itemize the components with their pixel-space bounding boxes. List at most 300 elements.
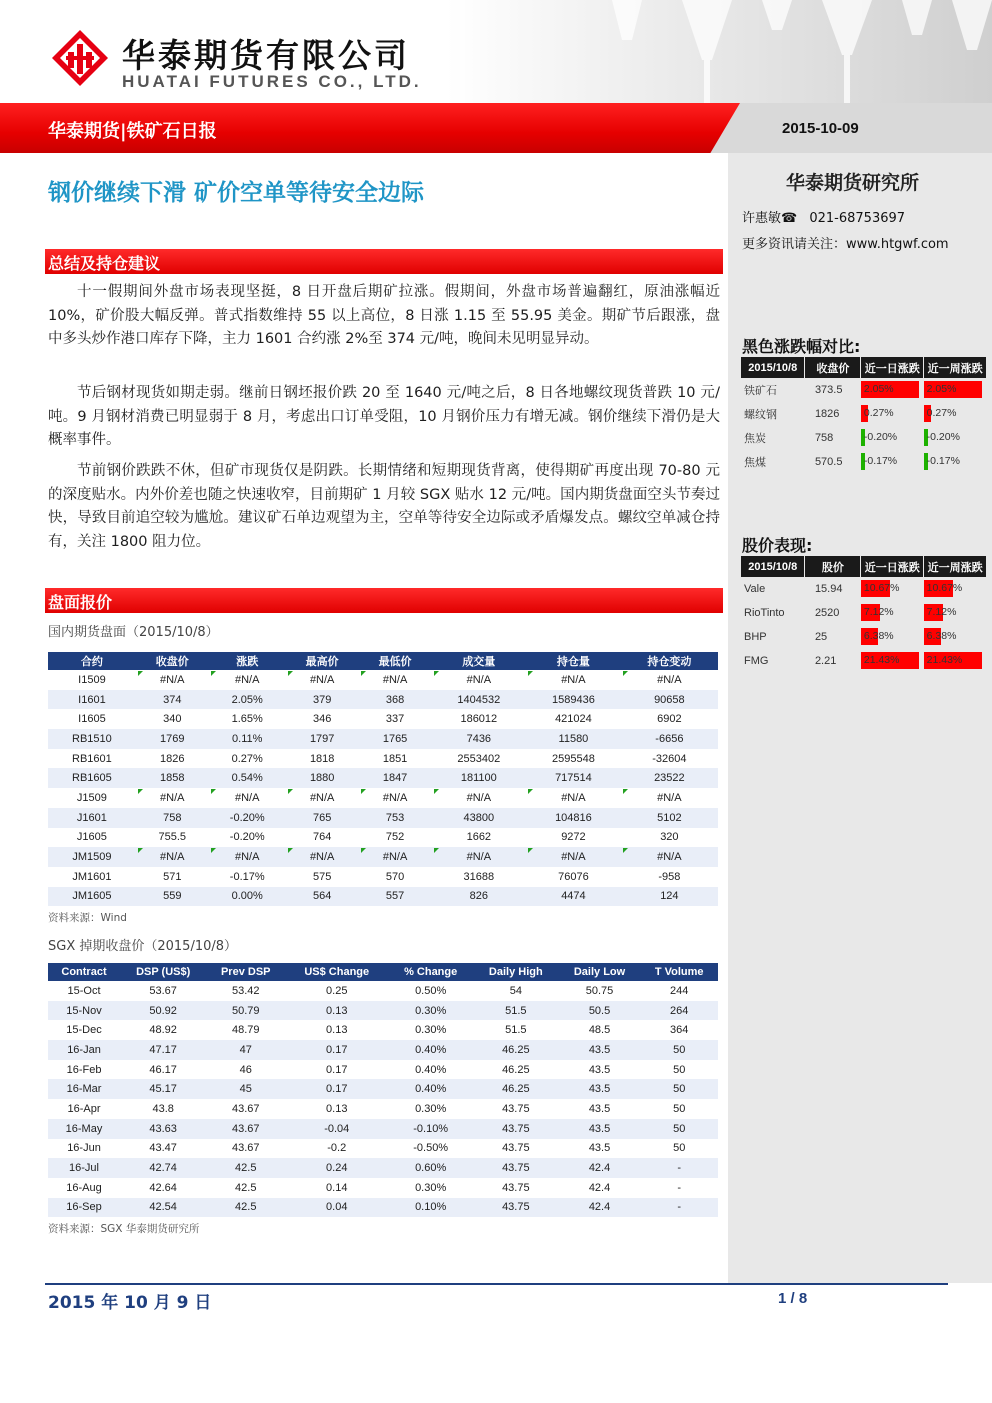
sgx-cell: 53.42 <box>231 984 260 997</box>
error-flag-icon <box>623 671 628 676</box>
error-flag-icon <box>288 789 293 794</box>
section-summary-header <box>45 249 723 274</box>
sgx-cell: 50 <box>673 1063 686 1076</box>
black-sector-col-header: 收盘价 <box>805 357 861 378</box>
domestic-cell: 755.5 <box>158 831 187 844</box>
sgx-cell: 46.25 <box>473 1079 559 1099</box>
sgx-cell: 45.17 <box>120 1079 206 1099</box>
stock-week-change-cell <box>924 625 987 649</box>
domestic-cell: 575 <box>313 870 332 883</box>
stock-day-change-label: 10.67% <box>863 582 900 594</box>
sgx-cell: - <box>640 1158 718 1178</box>
sgx-cell: 50.75 <box>585 984 614 997</box>
sgx-row <box>48 1099 718 1119</box>
stock-value: 2.21 <box>814 655 837 667</box>
sgx-cell: 50 <box>673 1142 686 1155</box>
domestic-cell: J1509 <box>76 791 107 804</box>
domestic-cell: -0.20% <box>229 831 265 844</box>
sgx-cell: 42.5 <box>206 1198 285 1218</box>
domestic-row <box>48 828 718 848</box>
sgx-col-header: Prev DSP <box>206 963 285 981</box>
domestic-row <box>48 670 718 690</box>
sgx-row <box>48 1198 718 1218</box>
sgx-cell: 16-May <box>48 1119 120 1139</box>
domestic-cell: 559 <box>136 887 209 907</box>
stock-week-change-cell <box>924 601 987 625</box>
domestic-cell: #N/A <box>136 670 209 690</box>
black-sector-name: 螺纹钢 <box>744 409 777 421</box>
domestic-cell: 570 <box>385 870 405 883</box>
domestic-cell: -0.20% <box>209 808 286 828</box>
domestic-cell: J1605 <box>76 831 107 844</box>
domestic-cell: 1880 <box>286 768 359 788</box>
domestic-cell: #N/A <box>286 847 359 867</box>
black-sector-day-change-label: -0.17% <box>863 455 898 467</box>
domestic-cell: 1818 <box>309 752 335 765</box>
sgx-row <box>48 1040 718 1060</box>
error-flag-icon <box>361 671 366 676</box>
stock-performance-table <box>741 556 987 673</box>
stock-week-change-cell <box>924 577 987 601</box>
sidebar-column <box>728 153 992 1283</box>
domestic-cell: -32604 <box>652 752 687 765</box>
black-sector-day-change-label: 0.27% <box>863 407 894 419</box>
black-sector-name: 铁矿石 <box>744 385 777 397</box>
sgx-row <box>48 1178 718 1198</box>
black-sector-value: 1826 <box>814 408 840 420</box>
sgx-cell: -0.10% <box>388 1119 473 1139</box>
domestic-cell: 1.65% <box>231 713 263 726</box>
black-sector-row <box>741 450 987 474</box>
stock-name: Vale <box>744 583 766 595</box>
domestic-cell: JM1601 <box>72 870 112 883</box>
stock-value: 2520 <box>814 607 840 619</box>
sgx-row <box>48 1139 718 1159</box>
domestic-cell: 320 <box>660 831 679 844</box>
stock-week-change-cell <box>924 649 987 673</box>
domestic-cell: 2595548 <box>552 752 595 765</box>
stock-week-change-label: 7.12% <box>926 606 957 618</box>
sgx-cell: -0.2 <box>327 1142 347 1155</box>
domestic-cell: 717514 <box>526 768 621 788</box>
black-sector-week-change-cell <box>924 426 987 450</box>
domestic-col-header: 最低价 <box>359 652 432 670</box>
sgx-cell: 43.75 <box>473 1198 559 1218</box>
sgx-col-header: DSP (US$) <box>120 963 206 981</box>
domestic-row <box>48 690 718 710</box>
error-flag-icon <box>623 789 628 794</box>
sgx-cell: 43.5 <box>588 1063 611 1076</box>
sgx-cell: 0.17 <box>285 1040 388 1060</box>
sgx-cell: 0.40% <box>388 1079 473 1099</box>
sgx-swap-table <box>48 963 718 1217</box>
domestic-cell: #N/A <box>359 788 432 808</box>
domestic-cell: I1509 <box>78 673 106 686</box>
domestic-cell: 181100 <box>432 768 527 788</box>
sgx-cell: 42.4 <box>559 1198 641 1218</box>
sgx-col-header: Contract <box>48 963 120 981</box>
domestic-cell: #N/A <box>432 670 527 690</box>
domestic-cell: #N/A <box>286 670 359 690</box>
domestic-cell: 31688 <box>463 870 495 883</box>
sgx-cell: 0.17 <box>326 1063 348 1076</box>
domestic-row <box>48 788 718 808</box>
domestic-cell: #N/A <box>359 847 432 867</box>
domestic-col-header: 持仓变动 <box>621 652 718 670</box>
sgx-cell: - <box>677 1181 682 1194</box>
sgx-cell: 51.5 <box>505 1024 527 1037</box>
sgx-cell: 50.5 <box>559 1001 641 1021</box>
section-summary-title: 总结及持仓建议 <box>48 254 161 273</box>
domestic-cell: 1826 <box>160 752 185 765</box>
brand-name-cn: 华泰期货有限公司 <box>122 36 410 75</box>
error-flag-icon <box>528 671 533 676</box>
error-flag-icon <box>211 848 216 853</box>
domestic-row <box>48 749 718 769</box>
sgx-cell: 43.67 <box>206 1119 285 1139</box>
stock-name: FMG <box>744 655 769 667</box>
domestic-cell: 104816 <box>526 808 621 828</box>
domestic-col-header: 成交量 <box>432 652 527 670</box>
section-quotes-title: 盘面报价 <box>48 593 113 612</box>
domestic-cell: 4474 <box>526 887 621 907</box>
domestic-cell: 2553402 <box>457 752 501 765</box>
domestic-cell: -958 <box>658 870 681 883</box>
sgx-cell: 50 <box>673 1102 686 1115</box>
domestic-cell: 11580 <box>526 729 621 749</box>
sgx-cell: 43.67 <box>231 1102 260 1115</box>
sgx-row <box>48 1020 718 1040</box>
error-flag-icon <box>623 848 628 853</box>
domestic-cell: #N/A <box>136 847 209 867</box>
domestic-cell: 368 <box>359 690 432 710</box>
domestic-cell: 1769 <box>136 729 209 749</box>
sgx-cell: 0.13 <box>326 1024 348 1037</box>
error-flag-icon <box>138 671 143 676</box>
domestic-cell: 564 <box>286 887 359 907</box>
sgx-cell: 0.40% <box>415 1063 447 1076</box>
footer-divider <box>45 1283 948 1285</box>
report-title-bar <box>0 103 992 153</box>
domestic-cell: #N/A <box>526 788 621 808</box>
sgx-cell: 0.30% <box>415 1024 447 1037</box>
domestic-cell: #N/A <box>526 670 621 690</box>
domestic-cell: 764 <box>313 831 332 844</box>
domestic-col-header: 合约 <box>48 652 136 670</box>
sgx-cell: 43.5 <box>559 1079 641 1099</box>
black-sector-week-change-cell <box>924 378 987 402</box>
domestic-cell: 374 <box>136 690 209 710</box>
sgx-cell: 43.75 <box>502 1181 530 1194</box>
stock-row <box>741 625 987 649</box>
domestic-futures-table <box>48 652 718 906</box>
domestic-cell: RB1605 <box>48 768 136 788</box>
stock-day-change-cell <box>861 625 924 649</box>
sgx-cell: 43.5 <box>588 1142 611 1155</box>
error-flag-icon <box>138 848 143 853</box>
domestic-cell: #N/A <box>359 670 432 690</box>
error-flag-icon <box>528 848 533 853</box>
black-sector-name: 焦煤 <box>744 457 766 469</box>
sgx-source-note: 资料来源：SGX 华泰期货研究所 <box>48 1223 200 1235</box>
domestic-cell: 752 <box>385 831 405 844</box>
domestic-col-header: 涨跌 <box>209 652 286 670</box>
domestic-cell: 76076 <box>558 870 589 883</box>
sgx-cell: 43.5 <box>559 1040 641 1060</box>
sgx-cell: 46.25 <box>473 1040 559 1060</box>
sgx-row <box>48 1158 718 1178</box>
sgx-col-header: Daily Low <box>559 963 641 981</box>
black-sector-row <box>741 426 987 450</box>
sgx-col-header: T Volume <box>640 963 718 981</box>
error-flag-icon <box>288 848 293 853</box>
sgx-cell: 46 <box>239 1063 252 1076</box>
sgx-cell: 42.4 <box>559 1158 641 1178</box>
stock-col-header: 近一日涨跌 <box>861 556 924 577</box>
black-sector-row <box>741 402 987 426</box>
domestic-cell: #N/A <box>209 847 286 867</box>
sgx-cell: 0.13 <box>326 1102 348 1115</box>
black-sector-table <box>741 357 987 474</box>
sgx-cell: 54 <box>509 984 522 997</box>
sgx-cell: 43.75 <box>502 1102 530 1115</box>
sgx-cell: 16-Jan <box>48 1040 120 1060</box>
domestic-cell: 340 <box>163 713 182 726</box>
sgx-cell: 43.67 <box>231 1142 260 1155</box>
domestic-cell: 346 <box>313 713 332 726</box>
domestic-cell: 1797 <box>286 729 359 749</box>
sgx-cell: 46.17 <box>149 1063 177 1076</box>
domestic-cell: #N/A <box>526 847 621 867</box>
domestic-cell: 0.54% <box>209 768 286 788</box>
sgx-cell: 16-Apr <box>67 1102 101 1115</box>
sgx-cell: 42.74 <box>120 1158 206 1178</box>
black-sector-week-change-cell <box>924 402 987 426</box>
sgx-cell: 42.5 <box>206 1158 285 1178</box>
error-flag-icon <box>528 789 533 794</box>
sgx-cell: - <box>640 1198 718 1218</box>
domestic-table-title: 国内期货盘面（2015/10/8） <box>48 625 219 640</box>
stock-row <box>741 601 987 625</box>
sgx-cell: 0.14 <box>326 1181 348 1194</box>
black-sector-value: 758 <box>814 432 834 444</box>
sgx-row <box>48 1079 718 1099</box>
black-sector-week-change-cell <box>924 450 987 474</box>
sgx-cell: 43.5 <box>588 1102 611 1115</box>
sgx-cell: 48.5 <box>588 1024 611 1037</box>
domestic-row <box>48 709 718 729</box>
sgx-cell: -0.04 <box>285 1119 388 1139</box>
domestic-cell: 753 <box>359 808 432 828</box>
domestic-cell: #N/A <box>432 788 527 808</box>
sgx-row <box>48 1001 718 1021</box>
sgx-cell: 47.17 <box>120 1040 206 1060</box>
sgx-cell: 0.30% <box>388 1001 473 1021</box>
domestic-cell: #N/A <box>209 670 286 690</box>
domestic-cell: 0.27% <box>231 752 263 765</box>
black-sector-name: 焦炭 <box>744 433 766 445</box>
sgx-cell: 16-Jul <box>48 1158 120 1178</box>
domestic-cell: 1765 <box>359 729 432 749</box>
error-flag-icon <box>361 848 366 853</box>
domestic-cell: 9272 <box>561 831 586 844</box>
domestic-cell: -6656 <box>621 729 718 749</box>
black-sector-week-change-label: -0.17% <box>926 455 960 467</box>
domestic-cell: 43800 <box>432 808 527 828</box>
institute-name: 华泰期货研究所 <box>786 172 920 194</box>
domestic-cell: #N/A <box>136 788 209 808</box>
domestic-cell: #N/A <box>209 788 286 808</box>
domestic-row <box>48 867 718 887</box>
domestic-cell: 758 <box>136 808 209 828</box>
sgx-cell: 0.10% <box>388 1198 473 1218</box>
stock-col-header: 2015/10/8 <box>741 556 805 577</box>
black-sector-value: 570.5 <box>814 456 843 468</box>
sgx-cell: 16-Jun <box>67 1142 101 1155</box>
domestic-cell: 1404532 <box>432 690 527 710</box>
more-info-link[interactable]: 更多资讯请关注：www.htgwf.com <box>742 237 949 252</box>
black-sector-day-change-label: -0.20% <box>863 431 898 443</box>
sgx-cell: 244 <box>670 984 689 997</box>
black-sector-day-change-cell <box>861 402 924 426</box>
domestic-cell: 421024 <box>555 713 592 726</box>
domestic-cell: 1662 <box>466 831 492 844</box>
sgx-cell: 15-Oct <box>67 984 101 997</box>
stock-value: 15.94 <box>814 583 843 595</box>
black-sector-week-change-label: 2.05% <box>926 383 957 395</box>
error-flag-icon <box>434 671 439 676</box>
sgx-cell: 45 <box>206 1079 285 1099</box>
stock-day-change-label: 21.43% <box>863 654 900 666</box>
sgx-cell: 16-Sep <box>48 1198 120 1218</box>
domestic-cell: I1601 <box>48 690 136 710</box>
section-quotes-header <box>45 588 723 613</box>
summary-paragraph-3: 节前钢价跌跌不休，但矿市现货仅是阴跌。长期情绪和短期现货背离，使得期矿再度出现 70-80 元的深度贴水。内外价差也随之快速收窄，目前期矿 1 月较 SGX 贴水 12 元/吨。国内期货盘面空头节奏过快，导致目前追空较为尴尬。建议矿石单边观望为主，空单等待安全边际或矛盾爆发点。螺纹空单减仓持有，关注 1800 阻力位。 <box>48 463 720 550</box>
sgx-cell: 51.5 <box>473 1001 559 1021</box>
domestic-cell: 6902 <box>657 713 682 726</box>
domestic-cell: 557 <box>359 887 432 907</box>
stock-day-change-label: 7.12% <box>863 606 894 618</box>
sgx-row <box>48 1060 718 1080</box>
sgx-cell: 43.75 <box>473 1119 559 1139</box>
domestic-source-note: 资料来源：Wind <box>48 912 127 924</box>
sgx-cell: 364 <box>670 1024 689 1037</box>
domestic-row <box>48 847 718 867</box>
domestic-cell: 826 <box>432 887 527 907</box>
domestic-row <box>48 887 718 907</box>
sgx-cell: 43.47 <box>149 1142 177 1155</box>
domestic-cell: 186012 <box>460 713 498 726</box>
sgx-col-header: Daily High <box>473 963 559 981</box>
sgx-cell: 264 <box>640 1001 718 1021</box>
sgx-cell: 16-Feb <box>66 1063 102 1076</box>
sgx-cell: 0.50% <box>415 984 447 997</box>
sgx-row <box>48 1119 718 1139</box>
sgx-cell: 50 <box>640 1119 718 1139</box>
domestic-cell: 90658 <box>621 690 718 710</box>
stock-name: BHP <box>744 631 767 643</box>
sgx-cell: 47 <box>206 1040 285 1060</box>
report-title: 华泰期货|铁矿石日报 <box>48 121 217 142</box>
stock-row <box>741 577 987 601</box>
stock-week-change-label: 6.38% <box>926 630 957 642</box>
sgx-cell: 43.8 <box>152 1102 174 1115</box>
sgx-cell: 0.25 <box>326 984 348 997</box>
domestic-cell: 5102 <box>621 808 718 828</box>
analyst-name: 许惠敏 <box>742 211 782 226</box>
domestic-cell: 765 <box>286 808 359 828</box>
domestic-col-header: 持仓量 <box>526 652 621 670</box>
header-decoration <box>532 0 992 103</box>
sgx-cell: 0.13 <box>285 1001 388 1021</box>
sgx-cell: 42.4 <box>588 1181 611 1194</box>
domestic-cell: #N/A <box>286 788 359 808</box>
sgx-cell: 43.75 <box>502 1142 530 1155</box>
stock-col-header: 近一周涨跌 <box>924 556 987 577</box>
stock-week-change-label: 10.67% <box>926 582 963 594</box>
domestic-cell: 1589436 <box>526 690 621 710</box>
report-header <box>0 0 992 103</box>
sgx-cell: 48.92 <box>149 1024 177 1037</box>
black-sector-day-change-cell <box>861 426 924 450</box>
domestic-cell: 571 <box>163 870 182 883</box>
error-flag-icon <box>361 789 366 794</box>
sgx-cell: 16-Aug <box>66 1181 102 1194</box>
domestic-cell: 1847 <box>359 768 432 788</box>
black-sector-col-header: 近一周涨跌 <box>924 357 987 378</box>
stock-col-header: 股价 <box>805 556 861 577</box>
sgx-cell: 42.54 <box>120 1198 206 1218</box>
error-flag-icon <box>288 671 293 676</box>
domestic-cell: 124 <box>621 887 718 907</box>
sgx-cell: 50.92 <box>120 1001 206 1021</box>
domestic-cell: 1851 <box>382 752 408 765</box>
summary-paragraph-1: 十一假期间外盘市场表现坚挺，8 日开盘后期矿拉涨。假期间，外盘市场普遍翻红，原油涨幅近 10%，矿价股大幅反弹。普式指数维持 55 以上高位，8 日涨 1.15 至 55.95 美金。期矿节后跟涨，盘中多头炒作港口库存下降，主力 1601 合约涨 2%至 374 元/吨，晚间未见明显异动。 <box>48 284 720 347</box>
black-sector-row <box>741 378 987 402</box>
sgx-cell: 0.04 <box>285 1198 388 1218</box>
stock-day-change-cell <box>861 649 924 673</box>
black-sector-col-header: 2015/10/8 <box>741 357 805 378</box>
sgx-cell: 50 <box>640 1079 718 1099</box>
black-sector-week-change-label: 0.27% <box>926 407 957 419</box>
domestic-cell: 337 <box>385 713 405 726</box>
stock-value: 25 <box>814 631 828 643</box>
domestic-cell: 1858 <box>136 768 209 788</box>
analyst-phone: 021-68753697 <box>809 211 906 226</box>
domestic-cell: #N/A <box>621 788 718 808</box>
domestic-cell: 379 <box>286 690 359 710</box>
domestic-cell: 0.00% <box>209 887 286 907</box>
phone-icon: ☎ <box>781 211 798 226</box>
sgx-cell: 46.25 <box>502 1063 530 1076</box>
sgx-col-header: US$ Change <box>285 963 388 981</box>
domestic-cell: 7436 <box>432 729 527 749</box>
domestic-cell: RB1510 <box>48 729 136 749</box>
error-flag-icon <box>138 789 143 794</box>
domestic-row <box>48 768 718 788</box>
domestic-cell: RB1601 <box>72 752 112 765</box>
sgx-cell: 53.67 <box>149 984 177 997</box>
footer-date: 2015 年 10 月 9 日 <box>48 1293 212 1313</box>
stock-day-change-label: 6.38% <box>863 630 894 642</box>
domestic-cell: 2.05% <box>209 690 286 710</box>
domestic-col-header: 收盘价 <box>136 652 209 670</box>
black-sector-value: 373.5 <box>814 384 843 396</box>
domestic-cell: 23522 <box>621 768 718 788</box>
sgx-cell: 15-Dec <box>66 1024 102 1037</box>
black-sector-title: 黑色涨跌幅对比: <box>742 337 861 356</box>
stock-performance-title: 股价表现: <box>742 536 813 555</box>
